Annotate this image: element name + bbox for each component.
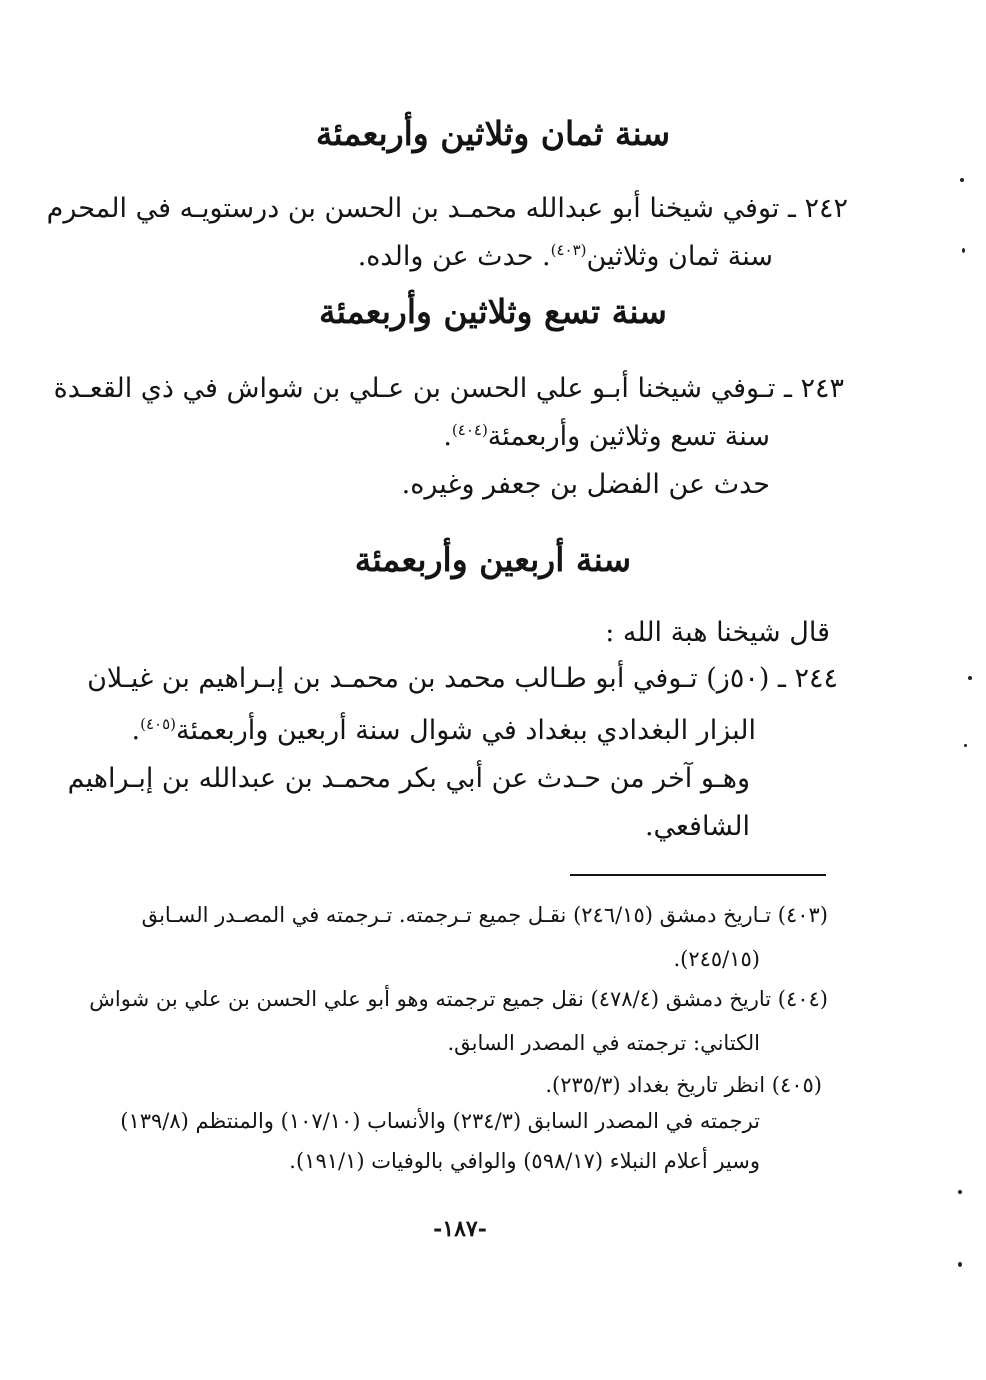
entry-244-line-1: ٢٤٤ ـ (٥٠ز) تـوفي أبو طـالب محمد بن محمـد بن إبـراهيم بن غيـلان — [87, 663, 838, 694]
entry-242-text: سنة ثمان وثلاثين — [586, 241, 773, 272]
entry-243-text: سنة تسع وثلاثين وأربعمئة — [487, 421, 770, 452]
section-heading-440: سنة أربعين وأربعمئة — [354, 540, 632, 579]
entry-244-line-3: وهـو آخر من حـدث عن أبي بكر محمـد بن عبدالله بن إبـراهيم — [67, 763, 750, 794]
footnote-ref-404: (٤٠٤) — [451, 421, 488, 439]
scan-speck — [962, 248, 965, 253]
footnote-405-line-3: وسير أعلام النبلاء (٥٩٨/١٧) والوافي بالوفيات (١٩١/١). — [289, 1149, 760, 1173]
footnote-separator — [570, 874, 826, 876]
scan-speck — [968, 676, 972, 680]
section-heading-439: سنة تسع وثلاثين وأربعمئة — [319, 292, 667, 331]
entry-242-line-2 — [358, 238, 773, 276]
entry-244-period: . — [131, 715, 141, 746]
footnote-405-line-1: (٤٠٥) انظر تاريخ بغداد (٢٣٥/٣). — [545, 1073, 822, 1097]
scan-speck — [958, 1190, 962, 1194]
entry-243-line-1: ٢٤٣ ـ تـوفي شيخنا أبـو علي الحسن بن عـلي بن شواش في ذي القعـدة — [53, 373, 844, 404]
footnote-403-line-1: (٤٠٣) تـاريخ دمشق (٢٤٦/١٥) نقـل جميع تـرجمته. تـرجمته في المصـدر السـابق — [141, 903, 828, 927]
footnote-ref-403: (٤٠٣) — [550, 241, 587, 259]
footnote-404-line-2: الكتاني: ترجمته في المصدر السابق. — [447, 1031, 760, 1055]
entry-244-line-2 — [132, 712, 756, 750]
section-heading-438: سنة ثمان وثلاثين وأربعمئة — [315, 114, 671, 153]
footnote-403-line-2: (٢٤٥/١٥). — [673, 947, 760, 971]
entry-243-line-3: حدث عن الفضل بن جعفر وغيره. — [401, 469, 770, 500]
footnote-405-line-2: ترجمته في المصدر السابق (٢٣٤/٣) والأنساب (١٠٧/١٠) والمنتظم (١٣٩/٨) — [120, 1109, 760, 1133]
entry-242-line-1: ٢٤٢ ـ توفي شيخنا أبو عبدالله محمـد بن الحسن بن درستويـه في المحرم — [46, 193, 848, 224]
entry-242-text-end: . حدث عن والده. — [357, 241, 551, 272]
entry-243-period: . — [443, 421, 452, 452]
scan-speck — [964, 744, 967, 747]
entry-244-line-4: الشافعي. — [644, 811, 750, 842]
entry-244-text: البزار البغدادي ببغداد في شوال سنة أربعين وأربعمئة — [176, 715, 756, 746]
entry-243-line-2 — [443, 418, 770, 456]
footnote-404-line-1: (٤٠٤) تاريخ دمشق (٤٧٨/٤) نقل جميع ترجمته وهو أبو علي الحسن بن علي بن شواش — [89, 987, 828, 1011]
scan-speck — [958, 1262, 962, 1267]
footnote-ref-405: (٤٠٥) — [140, 715, 176, 733]
intro-line: قال شيخنا هبة الله : — [605, 617, 830, 648]
scan-speck — [960, 178, 964, 182]
page-number: -١٨٧- — [433, 1216, 487, 1242]
